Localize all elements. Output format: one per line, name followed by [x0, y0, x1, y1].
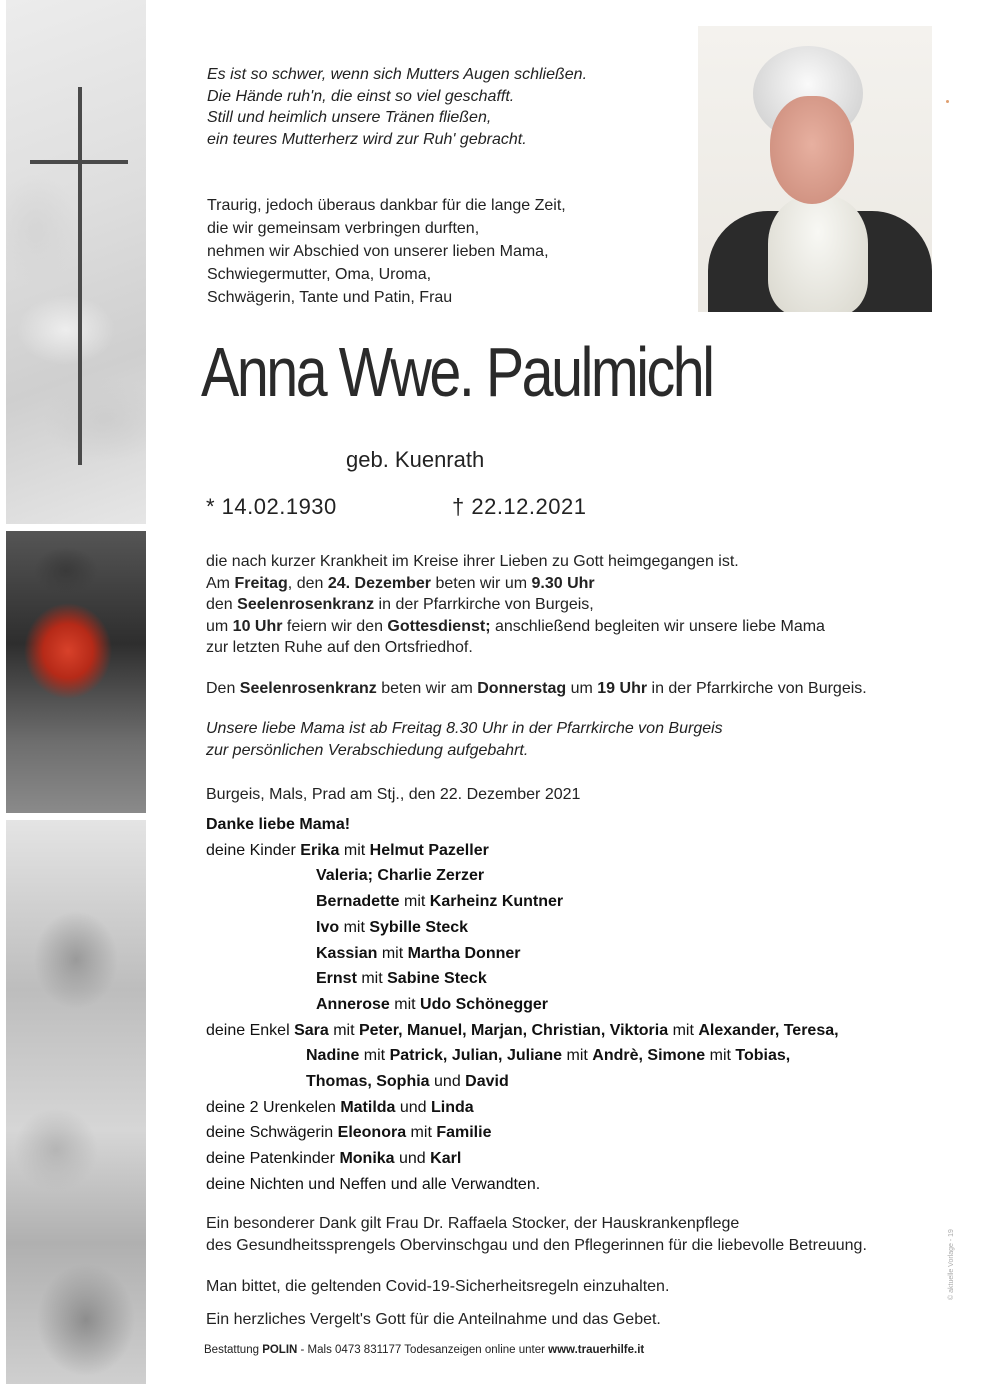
service-details: die nach kurzer Krankheit im Kreise ihrer Lieben zu Gott heimgegangen ist. Am Freitag, den 24. Dezember beten wir um 9.30 Uhr den Seelenrosenkranz in der Pfarrkirche von Burgeis, um 10 Uhr feiern wir den Gottesdienst; anschließend begleiten wir unsere liebe Mama zur letzten Ruhe auf den Ortsfriedhof.	[206, 553, 825, 656]
godchildren-row: deine Patenkinder Monika und Karl	[206, 1150, 462, 1168]
birth-name: geb. Kuenrath	[346, 447, 485, 472]
relatives-row: deine Nichten und Neffen und alle Verwandten.	[206, 1175, 541, 1193]
grandchildren-row: Thomas, Sophia und David	[306, 1073, 509, 1091]
sister-in-law-row: deine Schwägerin Eleonora mit Familie	[206, 1124, 492, 1142]
viewing-notice: Unsere liebe Mama ist ab Freitag 8.30 Uhr in der Pfarrkirche von Burgeis zur persönlichen Verabschiedung aufgebahrt.	[206, 720, 723, 759]
covid-notice: Man bittet, die geltenden Covid-19-Sicherheitsregeln einzuhalten.	[206, 1278, 670, 1295]
thanks-line: Danke liebe Mama!	[206, 816, 351, 833]
red-rose-image	[6, 531, 146, 813]
grandchildren-row: deine Enkel Sara mit Peter, Manuel, Marjan, Christian, Viktoria mit Alexander, Teresa,	[206, 1021, 839, 1039]
poem: Es ist so schwer, wenn sich Mutters Augen schließen. Die Hände ruh'n, die einst so viel geschafft. Still und heimlich unsere Tränen fließen, ein teures Mutterherz wird zur Ruh' gebracht.	[207, 66, 588, 148]
birth-date: * 14.02.1930	[206, 494, 337, 519]
place-date: Burgeis, Mals, Prad am Stj., den 22. Dezember 2021	[206, 786, 581, 803]
child-row: deine Kinder Erika mit Helmut Pazeller	[206, 841, 489, 859]
website-link[interactable]: www.trauerhilfe.it	[548, 1344, 645, 1356]
grandchildren-row: Nadine mit Patrick, Julian, Juliane mit Andrè, Simone mit Tobias,	[306, 1047, 791, 1065]
cross-icon	[78, 87, 82, 465]
decorative-dot	[946, 100, 949, 103]
family-list	[206, 812, 839, 1198]
grey-roses-image	[6, 820, 146, 1384]
gratitude-line: Ein herzliches Vergelt's Gott für die Anteilnahme und das Gebet.	[206, 1311, 661, 1328]
death-date: † 22.12.2021	[452, 494, 587, 519]
great-grandchildren-row: deine 2 Urenkelen Matilda und Linda	[206, 1098, 474, 1116]
child-row: Valeria; Charlie Zerzer	[316, 867, 485, 885]
deceased-name: Anna Wwe. Paulmichl	[201, 333, 713, 411]
decorative-strip-top	[6, 0, 146, 524]
child-row: Ivo mit Sybille Steck	[316, 918, 469, 936]
intro-text: Traurig, jedoch überaus dankbar für die lange Zeit, die wir gemeinsam verbringen durften, nehmen wir Abschied von unserer lieben Mama, Schwiegermutter, Oma, Uroma, Schwägerin, Tante und Patin, Frau	[207, 197, 566, 306]
child-row: Kassian mit Martha Donner	[316, 944, 521, 962]
cross-icon-bar	[30, 160, 128, 164]
rosary-notice: Den Seelenrosenkranz beten wir am Donnerstag um 19 Uhr in der Pfarrkirche von Burgeis.	[206, 680, 867, 697]
special-thanks: Ein besonderer Dank gilt Frau Dr. Raffaela Stocker, der Hauskrankenpflege des Gesundheitssprengels Obervinschgau und den Pflegerinnen für die liebevolle Betreuung.	[206, 1215, 867, 1254]
child-row: Annerose mit Udo Schönegger	[316, 995, 549, 1013]
footer-funeral-home: Bestattung POLIN - Mals 0473 831177 Todesanzeigen online unter www.trauerhilfe.it	[204, 1344, 645, 1356]
portrait-photo	[698, 26, 932, 312]
side-note: © aktuelle Vorlage - 19	[948, 1229, 955, 1300]
child-row: Ernst mit Sabine Steck	[316, 970, 487, 988]
child-row: Bernadette mit Karheinz Kuntner	[316, 893, 564, 911]
